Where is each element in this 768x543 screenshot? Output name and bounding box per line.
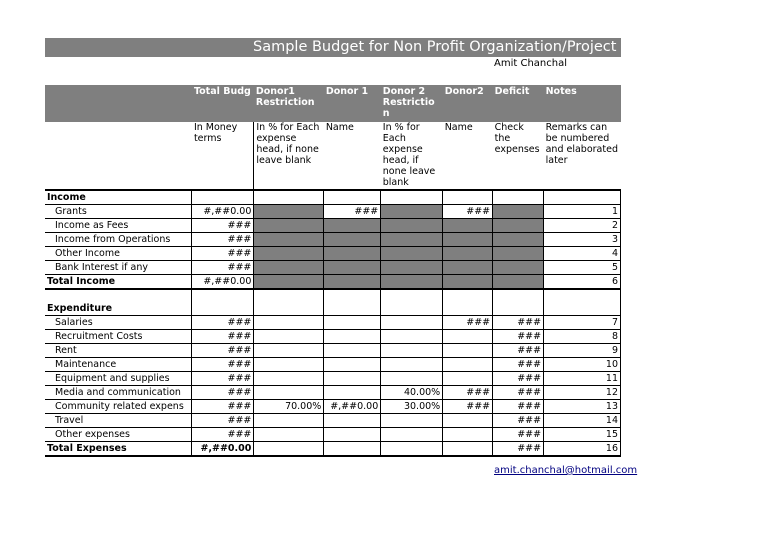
cell-col-4[interactable] (381, 315, 443, 329)
cell-col-6[interactable] (493, 261, 544, 275)
cell-col-1[interactable]: ### (192, 315, 254, 329)
subheader-donor2-restriction[interactable]: In % for Each expense head, if none leave blank (381, 122, 443, 190)
subheader-notes[interactable]: Remarks can be numbered and elaborated later (544, 122, 621, 190)
cell-col-4[interactable] (381, 357, 443, 371)
subheader-row (45, 122, 621, 190)
cell-col-2[interactable] (254, 329, 324, 343)
cell-col-0[interactable]: Equipment and supplies (45, 371, 192, 385)
cell-col-5[interactable] (443, 371, 493, 385)
cell-col-6[interactable]: ### (493, 427, 544, 441)
cell-col-3[interactable] (324, 315, 381, 329)
cell-col-3[interactable]: ### (324, 205, 381, 219)
cell-col-5[interactable]: ### (443, 399, 493, 413)
cell-col-5[interactable]: ### (443, 205, 493, 219)
cell-col-0[interactable]: Recruitment Costs (45, 329, 192, 343)
subheader-donor1-restriction[interactable]: In % for Each expense head, if none leave blank (254, 122, 324, 190)
subheader-cell[interactable] (45, 122, 192, 190)
cell-col-3[interactable] (324, 343, 381, 357)
cell-col-0[interactable]: Grants (45, 205, 192, 219)
table-row (45, 343, 621, 357)
cell-col-1[interactable] (192, 289, 254, 315)
cell-col-4[interactable] (381, 427, 443, 441)
cell-col-7[interactable]: 6 (544, 275, 621, 290)
subheader-donor1[interactable]: Name (324, 122, 381, 190)
cell-col-7[interactable]: 12 (544, 385, 621, 399)
cell-col-0[interactable]: Media and communication (45, 385, 192, 399)
table-row (45, 247, 621, 261)
cell-col-5[interactable] (443, 357, 493, 371)
table-body (45, 190, 621, 456)
cell-col-5[interactable] (443, 190, 493, 205)
cell-col-6[interactable]: ### (493, 413, 544, 427)
cell-col-5[interactable]: ### (443, 385, 493, 399)
cell-col-7[interactable]: 10 (544, 357, 621, 371)
header-cell[interactable] (45, 85, 192, 122)
cell-col-5[interactable] (443, 219, 493, 233)
cell-col-2[interactable] (254, 441, 324, 456)
header-deficit[interactable]: Deficit (493, 85, 544, 122)
cell-col-1[interactable]: #,##0.00 (192, 441, 254, 456)
cell-col-3[interactable] (324, 247, 381, 261)
cell-col-4[interactable] (381, 247, 443, 261)
cell-col-7[interactable]: 3 (544, 233, 621, 247)
cell-col-1[interactable]: ### (192, 399, 254, 413)
cell-col-5[interactable] (443, 413, 493, 427)
cell-col-7[interactable]: 7 (544, 315, 621, 329)
cell-col-1[interactable]: ### (192, 247, 254, 261)
cell-col-0[interactable]: Income (45, 190, 192, 205)
cell-col-2[interactable] (254, 261, 324, 275)
cell-col-2[interactable] (254, 357, 324, 371)
cell-col-3[interactable] (324, 289, 381, 315)
cell-col-4[interactable] (381, 205, 443, 219)
cell-col-4[interactable] (381, 261, 443, 275)
cell-col-1[interactable]: ### (192, 219, 254, 233)
header-notes[interactable]: Notes (544, 85, 621, 122)
cell-col-2[interactable] (254, 371, 324, 385)
header-total-budget[interactable]: Total Budg (192, 85, 254, 122)
cell-col-0[interactable]: Community related expens (45, 399, 192, 413)
cell-col-0[interactable]: Bank Interest if any (45, 261, 192, 275)
cell-col-2[interactable] (254, 247, 324, 261)
cell-col-7[interactable] (544, 190, 621, 205)
cell-col-7[interactable]: 16 (544, 441, 621, 456)
cell-col-6[interactable] (493, 247, 544, 261)
cell-col-2[interactable] (254, 343, 324, 357)
table-row (45, 357, 621, 371)
cell-col-6[interactable]: ### (493, 385, 544, 399)
cell-col-1[interactable] (192, 190, 254, 205)
cell-col-1[interactable]: #,##0.00 (192, 205, 254, 219)
cell-col-0[interactable]: Income from Operations (45, 233, 192, 247)
total-expenses-row (45, 441, 621, 456)
cell-col-2[interactable] (254, 385, 324, 399)
cell-col-7[interactable]: 2 (544, 219, 621, 233)
cell-col-7[interactable]: 15 (544, 427, 621, 441)
cell-col-0[interactable]: Other Income (45, 247, 192, 261)
cell-col-6[interactable]: ### (493, 329, 544, 343)
cell-col-4[interactable] (381, 233, 443, 247)
cell-col-1[interactable]: ### (192, 427, 254, 441)
cell-col-6[interactable]: ### (493, 315, 544, 329)
cell-col-2[interactable] (254, 289, 324, 315)
cell-col-0[interactable]: Total Income (45, 275, 192, 290)
cell-col-6[interactable]: ### (493, 357, 544, 371)
table-row (45, 413, 621, 427)
title-bar (45, 38, 621, 57)
cell-col-4[interactable] (381, 289, 443, 315)
cell-col-2[interactable] (254, 413, 324, 427)
cell-col-1[interactable]: ### (192, 343, 254, 357)
header-donor1-restriction[interactable]: Donor1 Restriction (254, 85, 324, 122)
cell-col-5[interactable] (443, 247, 493, 261)
table-row (45, 399, 621, 413)
cell-col-0[interactable]: Total Expenses (45, 441, 192, 456)
cell-col-3[interactable] (324, 329, 381, 343)
cell-col-7[interactable]: 14 (544, 413, 621, 427)
table-row (45, 261, 621, 275)
table-row (45, 315, 621, 329)
cell-col-0[interactable]: Expenditure (45, 289, 192, 315)
cell-col-7[interactable]: 8 (544, 329, 621, 343)
table-row (45, 233, 621, 247)
cell-col-2[interactable]: 70.00% (254, 399, 324, 413)
header-row (45, 85, 621, 122)
cell-col-3[interactable] (324, 357, 381, 371)
cell-col-5[interactable] (443, 343, 493, 357)
table-row (45, 219, 621, 233)
cell-col-2[interactable] (254, 315, 324, 329)
email-link[interactable]: amit.chanchal@hotmail.com (494, 465, 638, 476)
cell-col-1[interactable]: ### (192, 357, 254, 371)
table-row (45, 385, 621, 399)
cell-col-7[interactable]: 9 (544, 343, 621, 357)
cell-col-2[interactable] (254, 427, 324, 441)
cell-col-5[interactable] (443, 289, 493, 315)
cell-col-2[interactable] (254, 275, 324, 290)
cell-col-7[interactable]: 4 (544, 247, 621, 261)
cell-col-1[interactable]: ### (192, 233, 254, 247)
cell-col-5[interactable] (443, 427, 493, 441)
cell-col-6[interactable] (493, 233, 544, 247)
cell-col-3[interactable] (324, 261, 381, 275)
cell-col-6[interactable] (493, 275, 544, 290)
cell-col-4[interactable] (381, 190, 443, 205)
cell-col-6[interactable]: ### (493, 343, 544, 357)
subheader-total-budget[interactable]: In Money terms (192, 122, 254, 190)
total-income-row (45, 275, 621, 290)
table-row (45, 427, 621, 441)
cell-col-1[interactable]: ### (192, 329, 254, 343)
cell-col-7[interactable]: 1 (544, 205, 621, 219)
cell-col-4[interactable] (381, 329, 443, 343)
cell-col-2[interactable] (254, 233, 324, 247)
table-row (45, 371, 621, 385)
cell-col-6[interactable] (493, 219, 544, 233)
cell-col-7[interactable]: 13 (544, 399, 621, 413)
cell-col-2[interactable] (254, 219, 324, 233)
cell-col-3[interactable] (324, 219, 381, 233)
header-donor2[interactable]: Donor2 (443, 85, 493, 122)
cell-col-1[interactable]: ### (192, 385, 254, 399)
cell-col-6[interactable]: ### (493, 441, 544, 456)
header-donor2-restriction[interactable]: Donor 2 Restrictio n (381, 85, 443, 122)
cell-col-7[interactable]: 5 (544, 261, 621, 275)
cell-col-6[interactable]: ### (493, 399, 544, 413)
sheet-title: Sample Budget for Non Profit Organization/Project (253, 39, 617, 55)
table-row (45, 205, 621, 219)
cell-col-4[interactable]: 40.00% (381, 385, 443, 399)
cell-col-3[interactable] (324, 275, 381, 290)
cell-col-5[interactable] (443, 275, 493, 290)
cell-col-3[interactable] (324, 190, 381, 205)
table-row (45, 329, 621, 343)
cell-col-6[interactable] (493, 205, 544, 219)
cell-col-4[interactable] (381, 219, 443, 233)
cell-col-3[interactable] (324, 371, 381, 385)
section-income (45, 190, 621, 205)
cell-col-7[interactable]: 11 (544, 371, 621, 385)
cell-col-4[interactable] (381, 343, 443, 357)
cell-col-3[interactable] (324, 441, 381, 456)
budget-table (45, 85, 621, 457)
cell-col-2[interactable] (254, 190, 324, 205)
cell-col-4[interactable]: 30.00% (381, 399, 443, 413)
cell-col-1[interactable]: ### (192, 413, 254, 427)
cell-col-2[interactable] (254, 205, 324, 219)
cell-col-0[interactable]: Salaries (45, 315, 192, 329)
cell-col-4[interactable] (381, 413, 443, 427)
cell-col-1[interactable]: ### (192, 371, 254, 385)
cell-col-4[interactable] (381, 275, 443, 290)
cell-col-3[interactable] (324, 413, 381, 427)
cell-col-3[interactable] (324, 233, 381, 247)
subheader-deficit[interactable]: Check the expenses (493, 122, 544, 190)
cell-col-1[interactable]: ### (192, 261, 254, 275)
cell-col-0[interactable]: Maintenance (45, 357, 192, 371)
subheader-donor2[interactable]: Name (443, 122, 493, 190)
cell-col-4[interactable] (381, 371, 443, 385)
cell-col-6[interactable]: ### (493, 371, 544, 385)
header-donor1[interactable]: Donor 1 (324, 85, 381, 122)
cell-col-6[interactable] (493, 190, 544, 205)
cell-col-0[interactable]: Other expenses (45, 427, 192, 441)
author-name: Amit Chanchal (494, 58, 567, 69)
cell-col-5[interactable] (443, 261, 493, 275)
spacer-row (45, 289, 621, 315)
cell-col-6[interactable] (493, 289, 544, 315)
cell-col-7[interactable] (544, 289, 621, 315)
cell-col-3[interactable]: #,##0.00 (324, 399, 381, 413)
cell-col-3[interactable] (324, 427, 381, 441)
cell-col-3[interactable] (324, 385, 381, 399)
cell-col-4[interactable] (381, 441, 443, 456)
cell-col-5[interactable] (443, 441, 493, 456)
cell-col-5[interactable] (443, 233, 493, 247)
cell-col-1[interactable]: #,##0.00 (192, 275, 254, 290)
cell-col-0[interactable]: Income as Fees (45, 219, 192, 233)
cell-col-5[interactable]: ### (443, 315, 493, 329)
cell-col-0[interactable]: Rent (45, 343, 192, 357)
cell-col-0[interactable]: Travel (45, 413, 192, 427)
cell-col-5[interactable] (443, 329, 493, 343)
